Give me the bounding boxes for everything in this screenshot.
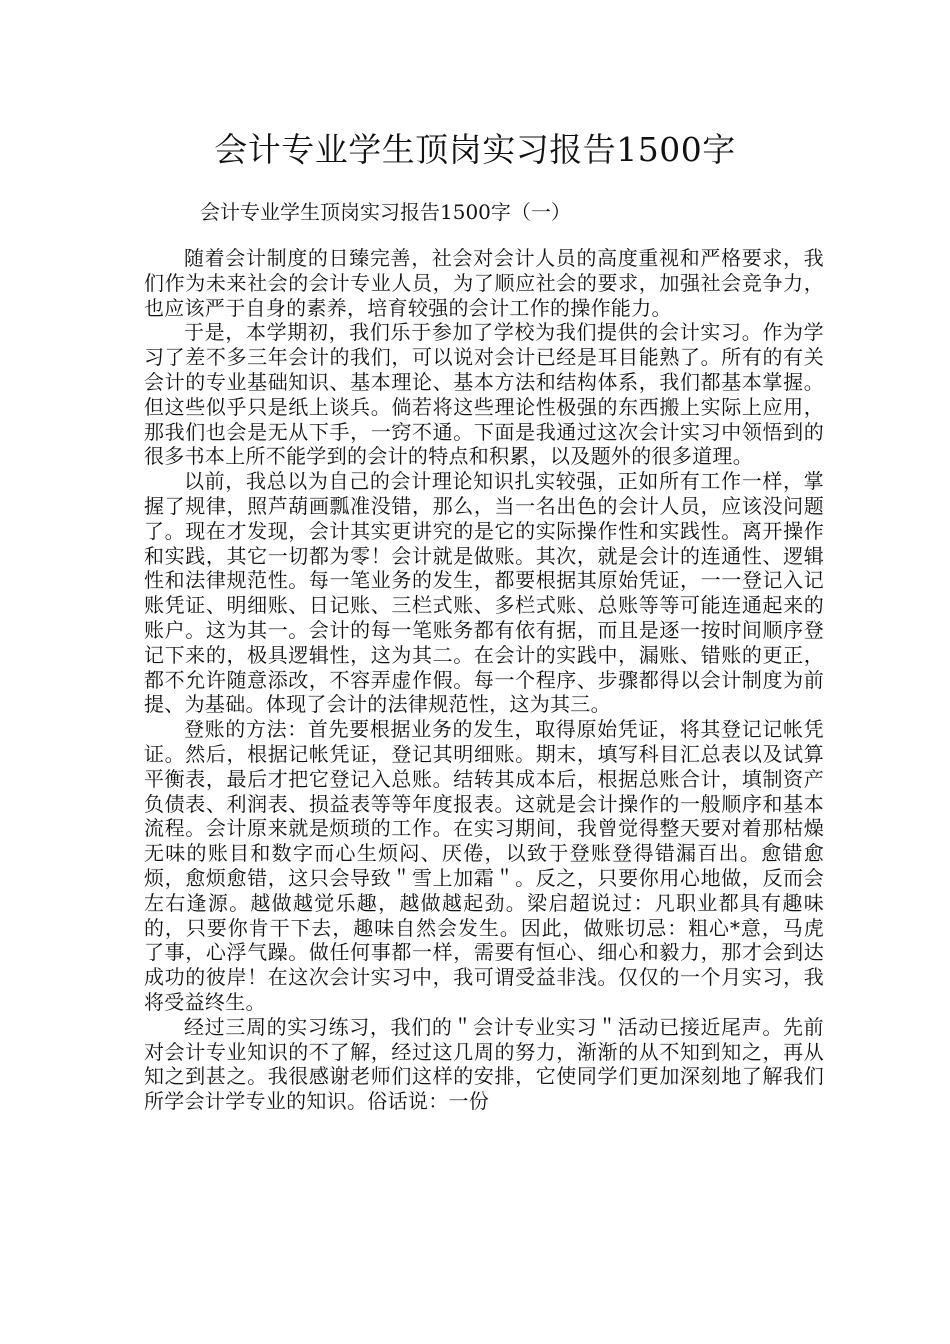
document-title: 会计专业学生顶岗实习报告1500字 [214, 130, 736, 169]
body-paragraph-1: 随着会计制度的日臻完善，社会对会计人员的高度重视和严格要求，我们作为未来社会的会计专业人员，为了顺应社会的要求，加强社会竞争力，也应该严于自身的素养，培育较强的会计工作的操作能力。 [144, 246, 824, 320]
document-subtitle: 会计专业学生顶岗实习报告1500字（一） [200, 200, 571, 224]
body-paragraph-5: 经过三周的实习练习，我们的＂会计专业实习＂活动已接近尾声。先前对会计专业知识的不了解，经过这几周的努力，渐渐的从不知到知之，再从知之到甚之。我很感谢老师们这样的安排，它使同学们更加深刻地了解我们所学会计学专业的知识。俗话说：一份 [144, 1014, 824, 1114]
document-body [144, 246, 824, 1114]
body-paragraph-2: 于是，本学期初，我们乐于参加了学校为我们提供的会计实习。作为学习了差不多三年会计的我们，可以说对会计已经是耳目能熟了。所有的有关会计的专业基础知识、基本理论、基本方法和结构体系，我们都基本掌握。但这些似乎只是纸上谈兵。倘若将这些理论性极强的东西搬上实际上应用，那我们也会是无从下手，一窍不通。下面是我通过这次会计实习中领悟到的很多书本上所不能学到的会计的特点和积累，以及题外的很多道理。 [144, 320, 824, 469]
body-paragraph-3: 以前，我总以为自己的会计理论知识扎实较强，正如所有工作一样，掌握了规律，照芦葫画瓢准没错，那么，当一名出色的会计人员，应该没问题了。现在才发现，会计其实更讲究的是它的实际操作性和实践性。离开操作和实践，其它一切都为零！会计就是做账。其次，就是会计的连通性、逻辑性和法律规范性。每一笔业务的发生，都要根据其原始凭证，一一登记入记账凭证、明细账、日记账、三栏式账、多栏式账、总账等等可能连通起来的账户。这为其一。会计的每一笔账务都有依有据，而且是逐一按时间顺序登记下来的，极具逻辑性，这为其二。在会计的实践中，漏账、错账的更正，都不允许随意添改，不容弄虚作假。每一个程序、步骤都得以会计制度为前提、为基础。体现了会计的法律规范性，这为其三。 [144, 469, 824, 717]
body-paragraph-4: 登账的方法：首先要根据业务的发生，取得原始凭证，将其登记记帐凭证。然后，根据记帐凭证，登记其明细账。期末，填写科目汇总表以及试算平衡表，最后才把它登记入总账。结转其成本后，根据总账合计，填制资产负债表、利润表、损益表等等年度报表。这就是会计操作的一般顺序和基本流程。会计原来就是烦琐的工作。在实习期间，我曾觉得整天要对着那枯燥无味的账目和数字而心生烦闷、厌倦，以致于登账登得错漏百出。愈错愈烦，愈烦愈错，这只会导致＂雪上加霜＂。反之，只要你用心地做，反而会左右逢源。越做越觉乐趣，越做越起劲。梁启超说过：凡职业都具有趣味的，只要你肯干下去，趣味自然会发生。因此，做账切忌：粗心*意，马虎了事，心浮气躁。做任何事都一样，需要有恒心、细心和毅力，那才会到达成功的彼岸！在这次会计实习中，我可谓受益非浅。仅仅的一个月实习，我将受益终生。 [144, 717, 824, 1014]
